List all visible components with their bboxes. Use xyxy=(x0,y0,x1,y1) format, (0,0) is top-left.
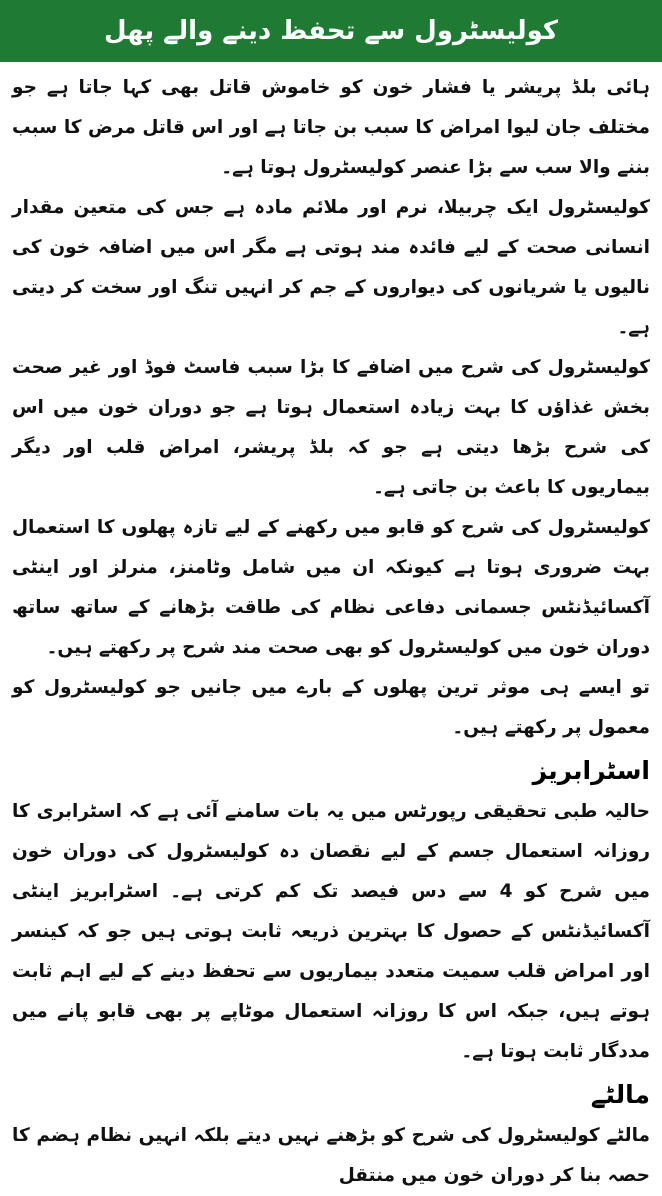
article-title: کولیسٹرول سے تحفظ دینے والے پھل xyxy=(103,16,559,46)
paragraph-lead-in: تو ایسے ہی موثر ترین پھلوں کے بارے میں جانیں جو کولیسٹرول کو معمول پر رکھتے ہیں۔ xyxy=(12,677,650,738)
section-text-strawberries: حالیہ طبی تحقیقی رپورٹس میں یہ بات سامنے آئی ہے کہ اسٹرابری کا روزانہ استعمال جسم کے لیے نقصان دہ کولیسٹرول کی دوران خون میں شرح کو 4 سے دس فیصد تک کم کرتی ہے۔ اسٹرابریز اینٹی آکسائیڈنٹس کے حصول کا بہترین ذریعہ ثابت ہوتی ہیں جو کہ کینسر اور امراض قلب سمیت متعدد بیماریوں سے تحفظ دینے کے لیے اہم ثابت ہوتے ہیں، جبکہ اس کا روزانہ استعمال موٹاپے پر بھی قابو پانے میں مددگار ثابت ہوتا ہے۔ xyxy=(12,801,650,1062)
section-heading-strawberries: اسٹرابریز xyxy=(532,756,650,785)
paragraph-intro: ہائی بلڈ پریشر یا فشار خون کو خاموش قاتل بھی کہا جاتا ہے جو مختلف جان لیوا امراض کا سبب بن جاتا ہے اور اس قاتل مرض کا سبب بننے والا سب سے بڑا عنصر کولیسٹرول ہوتا ہے۔ xyxy=(12,77,650,178)
section-text-oranges: مالٹے کولیسٹرول کی شرح کو بڑھنے نہیں دیتے بلکہ انہیں نظام ہضم کا حصہ بنا کر دوران خون میں منتقل xyxy=(12,1125,650,1186)
paragraph-cholesterol-definition: کولیسٹرول ایک چربیلا، نرم اور ملائم مادہ ہے جس کی متعین مقدار انسانی صحت کے لیے فائدہ مند ہوتی ہے مگر اس میں اضافہ خون کی نالیوں یا شریانوں کی دیواروں کے جم کر انہیں تنگ اور سخت کر دیتی ہے۔ xyxy=(12,197,650,338)
paragraph-fruits-importance: کولیسٹرول کی شرح کو قابو میں رکھنے کے لیے تازہ پھلوں کا استعمال بہت ضروری ہوتا ہے کیونکہ ان میں شامل وٹامنز، منرلز اور اینٹی آکسائیڈنٹس جسمانی دفاعی نظام کی طاقت بڑھانے کے ساتھ ساتھ دوران خون میں کولیسٹرول کو بھی صحت مند شرح پر رکھتے ہیں۔ xyxy=(12,517,650,658)
paragraph-causes: کولیسٹرول کی شرح میں اضافے کا بڑا سبب فاسٹ فوڈ اور غیر صحت بخش غذاؤں کا بہت زیادہ استعمال ہوتا ہے جو دوران خون میں اس کی شرح بڑھا دیتی ہے جو کہ بلڈ پریشر، امراض قلب اور دیگر بیماریوں کا باعث بن جاتی ہے۔ xyxy=(12,357,650,498)
title-banner xyxy=(0,0,662,62)
article-body xyxy=(0,68,662,1196)
section-heading-oranges: مالٹے xyxy=(590,1080,650,1109)
